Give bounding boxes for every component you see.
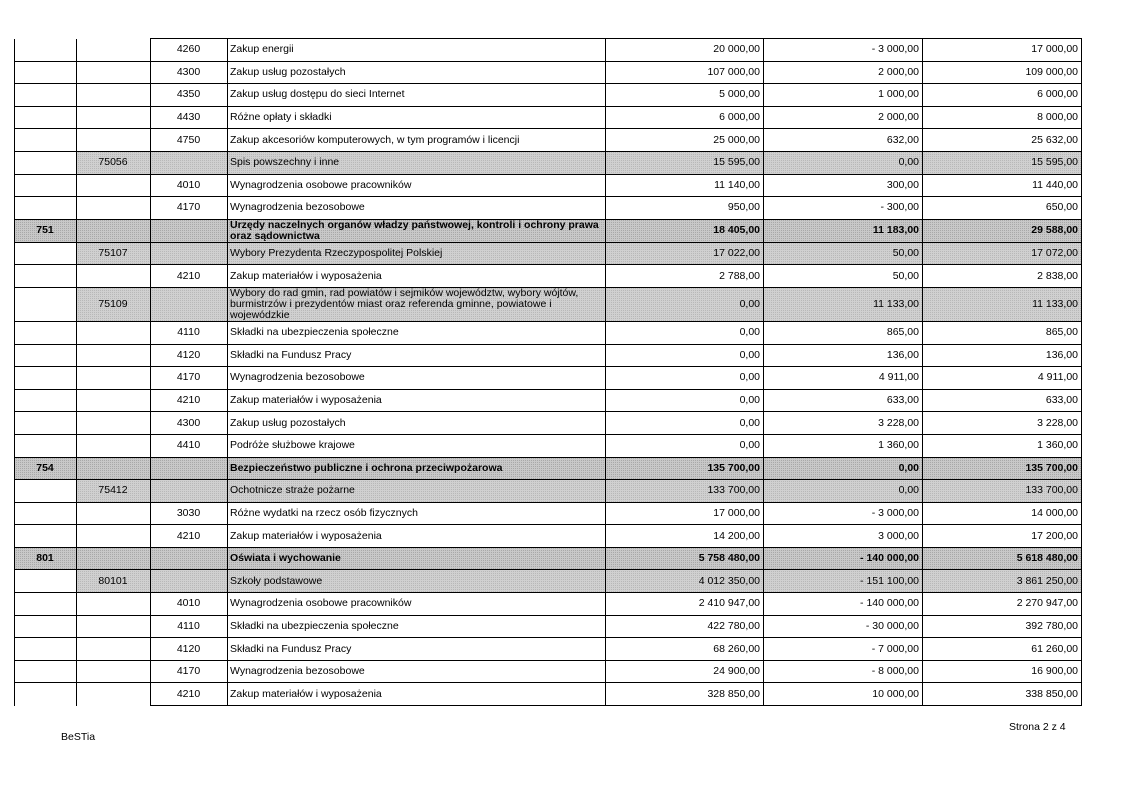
plan-after-cell: 25 632,00 <box>923 129 1082 152</box>
paragraf-code-cell: 4170 <box>151 367 228 390</box>
dzial-code-cell <box>15 412 77 435</box>
rozdzial-code-cell <box>77 593 151 616</box>
change-cell: - 140 000,00 <box>764 547 923 570</box>
plan-after-cell: 338 850,00 <box>923 683 1082 706</box>
description-cell: Wynagrodzenia osobowe pracowników <box>228 593 606 616</box>
rozdzial-code-cell <box>77 660 151 683</box>
rozdzial-code-cell <box>77 265 151 288</box>
rozdzial-code-cell <box>77 502 151 525</box>
description-cell: Urzędy naczelnych organów władzy państwowej, kontroli i ochrony prawa oraz sądownictwa <box>228 219 606 242</box>
dzial-code-cell <box>15 502 77 525</box>
change-cell: 1 360,00 <box>764 434 923 457</box>
change-cell: 10 000,00 <box>764 683 923 706</box>
dzial-code-cell <box>15 129 77 152</box>
plan-after-cell: 11 440,00 <box>923 174 1082 197</box>
plan-before-cell: 5 000,00 <box>606 84 764 107</box>
rozdzial-code-cell <box>77 367 151 390</box>
description-cell: Składki na ubezpieczenia społeczne <box>228 321 606 344</box>
paragraph-row <box>15 197 1082 220</box>
description-cell: Zakup usług pozostałych <box>228 61 606 84</box>
dzial-code-cell <box>15 525 77 548</box>
paragraph-row <box>15 434 1082 457</box>
change-cell: - 3 000,00 <box>764 39 923 62</box>
description-cell: Spis powszechny i inne <box>228 151 606 174</box>
dzial-code-cell <box>15 84 77 107</box>
plan-after-cell: 650,00 <box>923 197 1082 220</box>
plan-after-cell: 3 228,00 <box>923 412 1082 435</box>
plan-after-cell: 109 000,00 <box>923 61 1082 84</box>
paragraf-code-cell <box>151 242 228 265</box>
description-cell: Zakup akcesoriów komputerowych, w tym programów i licencji <box>228 129 606 152</box>
description-cell: Zakup usług dostępu do sieci Internet <box>228 84 606 107</box>
plan-before-cell: 422 780,00 <box>606 615 764 638</box>
paragraph-row <box>15 389 1082 412</box>
budget-table-body <box>15 39 1082 706</box>
paragraph-row <box>15 502 1082 525</box>
description-cell: Składki na Fundusz Pracy <box>228 638 606 661</box>
plan-before-cell: 0,00 <box>606 344 764 367</box>
plan-before-cell: 17 000,00 <box>606 502 764 525</box>
rozdzial-code-cell: 75056 <box>77 151 151 174</box>
change-cell: - 30 000,00 <box>764 615 923 638</box>
description-cell: Szkoły podstawowe <box>228 570 606 593</box>
paragraf-code-cell: 4010 <box>151 174 228 197</box>
description-cell: Różne opłaty i składki <box>228 106 606 129</box>
description-cell: Zakup materiałów i wyposażenia <box>228 525 606 548</box>
rozdzial-code-cell <box>77 61 151 84</box>
change-cell: 4 911,00 <box>764 367 923 390</box>
description-cell: Zakup materiałów i wyposażenia <box>228 265 606 288</box>
paragraf-code-cell: 4210 <box>151 525 228 548</box>
chapter-row <box>15 151 1082 174</box>
paragraf-code-cell <box>151 570 228 593</box>
dzial-code-cell <box>15 197 77 220</box>
plan-after-cell: 17 072,00 <box>923 242 1082 265</box>
paragraf-code-cell <box>151 480 228 503</box>
paragraf-code-cell <box>151 151 228 174</box>
change-cell: 3 228,00 <box>764 412 923 435</box>
dzial-code-cell <box>15 344 77 367</box>
change-cell: 0,00 <box>764 480 923 503</box>
plan-before-cell: 11 140,00 <box>606 174 764 197</box>
paragraf-code-cell: 4300 <box>151 412 228 435</box>
page-number: Strona 2 z 4 <box>1009 721 1066 733</box>
plan-before-cell: 0,00 <box>606 321 764 344</box>
change-cell: 632,00 <box>764 129 923 152</box>
description-cell: Zakup energii <box>228 39 606 62</box>
change-cell: 136,00 <box>764 344 923 367</box>
paragraph-row <box>15 129 1082 152</box>
paragraf-code-cell: 4430 <box>151 106 228 129</box>
dzial-code-cell <box>15 242 77 265</box>
dzial-code-cell <box>15 434 77 457</box>
plan-after-cell: 2 838,00 <box>923 265 1082 288</box>
plan-after-cell: 11 133,00 <box>923 287 1082 321</box>
paragraph-row <box>15 683 1082 706</box>
plan-before-cell: 0,00 <box>606 434 764 457</box>
description-cell: Wynagrodzenia bezosobowe <box>228 367 606 390</box>
plan-before-cell: 24 900,00 <box>606 660 764 683</box>
dzial-code-cell: 754 <box>15 457 77 480</box>
plan-before-cell: 133 700,00 <box>606 480 764 503</box>
plan-before-cell: 14 200,00 <box>606 525 764 548</box>
chapter-row <box>15 480 1082 503</box>
change-cell: 1 000,00 <box>764 84 923 107</box>
plan-before-cell: 107 000,00 <box>606 61 764 84</box>
rozdzial-code-cell <box>77 219 151 242</box>
rozdzial-code-cell <box>77 412 151 435</box>
plan-after-cell: 17 200,00 <box>923 525 1082 548</box>
plan-before-cell: 0,00 <box>606 389 764 412</box>
dzial-code-cell <box>15 367 77 390</box>
paragraf-code-cell: 4120 <box>151 638 228 661</box>
description-cell: Składki na Fundusz Pracy <box>228 344 606 367</box>
paragraph-row <box>15 321 1082 344</box>
rozdzial-code-cell <box>77 638 151 661</box>
paragraf-code-cell: 4120 <box>151 344 228 367</box>
plan-before-cell: 328 850,00 <box>606 683 764 706</box>
paragraph-row <box>15 593 1082 616</box>
paragraf-code-cell: 4750 <box>151 129 228 152</box>
rozdzial-code-cell <box>77 434 151 457</box>
plan-before-cell: 15 595,00 <box>606 151 764 174</box>
description-cell: Zakup materiałów i wyposażenia <box>228 389 606 412</box>
plan-after-cell: 15 595,00 <box>923 151 1082 174</box>
plan-after-cell: 633,00 <box>923 389 1082 412</box>
chapter-row <box>15 242 1082 265</box>
plan-before-cell: 25 000,00 <box>606 129 764 152</box>
rozdzial-code-cell <box>77 197 151 220</box>
dzial-code-cell: 751 <box>15 219 77 242</box>
paragraf-code-cell: 4210 <box>151 389 228 412</box>
rozdzial-code-cell <box>77 321 151 344</box>
rozdzial-code-cell <box>77 525 151 548</box>
rozdzial-code-cell <box>77 615 151 638</box>
dzial-code-cell <box>15 151 77 174</box>
paragraph-row <box>15 106 1082 129</box>
description-cell: Składki na ubezpieczenia społeczne <box>228 615 606 638</box>
plan-before-cell: 20 000,00 <box>606 39 764 62</box>
paragraph-row <box>15 412 1082 435</box>
rozdzial-code-cell <box>77 84 151 107</box>
description-cell: Wybory do rad gmin, rad powiatów i sejmików województw, wybory wójtów, burmistrzów i prezydentów miast oraz referenda gminne, powiatowe i wojewódzkie <box>228 287 606 321</box>
description-cell: Wynagrodzenia bezosobowe <box>228 660 606 683</box>
dzial-code-cell <box>15 638 77 661</box>
plan-before-cell: 2 788,00 <box>606 265 764 288</box>
rozdzial-code-cell <box>77 129 151 152</box>
paragraph-row <box>15 615 1082 638</box>
dzial-code-cell <box>15 683 77 706</box>
paragraph-row <box>15 39 1082 62</box>
plan-before-cell: 0,00 <box>606 367 764 390</box>
rozdzial-code-cell: 75109 <box>77 287 151 321</box>
budget-table <box>14 38 1082 706</box>
change-cell: 2 000,00 <box>764 61 923 84</box>
plan-after-cell: 3 861 250,00 <box>923 570 1082 593</box>
description-cell: Zakup usług pozostałych <box>228 412 606 435</box>
change-cell: - 7 000,00 <box>764 638 923 661</box>
change-cell: 11 133,00 <box>764 287 923 321</box>
plan-after-cell: 133 700,00 <box>923 480 1082 503</box>
description-cell: Oświata i wychowanie <box>228 547 606 570</box>
change-cell: - 151 100,00 <box>764 570 923 593</box>
paragraf-code-cell: 4350 <box>151 84 228 107</box>
rozdzial-code-cell <box>77 389 151 412</box>
dzial-code-cell <box>15 174 77 197</box>
paragraph-row <box>15 265 1082 288</box>
rozdzial-code-cell <box>77 683 151 706</box>
description-cell: Bezpieczeństwo publiczne i ochrona przeciwpożarowa <box>228 457 606 480</box>
change-cell: 0,00 <box>764 151 923 174</box>
paragraf-code-cell: 4110 <box>151 615 228 638</box>
description-cell: Zakup materiałów i wyposażenia <box>228 683 606 706</box>
section-row <box>15 547 1082 570</box>
paragraf-code-cell: 4410 <box>151 434 228 457</box>
plan-before-cell: 68 260,00 <box>606 638 764 661</box>
dzial-code-cell <box>15 570 77 593</box>
paragraf-code-cell <box>151 457 228 480</box>
rozdzial-code-cell <box>77 39 151 62</box>
paragraph-row <box>15 638 1082 661</box>
plan-after-cell: 6 000,00 <box>923 84 1082 107</box>
description-cell: Ochotnicze straże pożarne <box>228 480 606 503</box>
chapter-row <box>15 287 1082 321</box>
paragraf-code-cell: 4260 <box>151 39 228 62</box>
rozdzial-code-cell: 75107 <box>77 242 151 265</box>
chapter-row <box>15 570 1082 593</box>
description-cell: Różne wydatki na rzecz osób fizycznych <box>228 502 606 525</box>
description-cell: Wynagrodzenia bezosobowe <box>228 197 606 220</box>
paragraf-code-cell <box>151 287 228 321</box>
dzial-code-cell <box>15 39 77 62</box>
paragraph-row <box>15 84 1082 107</box>
section-row <box>15 457 1082 480</box>
paragraf-code-cell: 4110 <box>151 321 228 344</box>
rozdzial-code-cell <box>77 457 151 480</box>
paragraf-code-cell: 3030 <box>151 502 228 525</box>
description-cell: Wybory Prezydenta Rzeczypospolitej Polskiej <box>228 242 606 265</box>
paragraph-row <box>15 367 1082 390</box>
plan-after-cell: 4 911,00 <box>923 367 1082 390</box>
rozdzial-code-cell: 75412 <box>77 480 151 503</box>
plan-after-cell: 29 588,00 <box>923 219 1082 242</box>
paragraph-row <box>15 344 1082 367</box>
plan-after-cell: 865,00 <box>923 321 1082 344</box>
plan-before-cell: 5 758 480,00 <box>606 547 764 570</box>
change-cell: - 8 000,00 <box>764 660 923 683</box>
description-cell: Wynagrodzenia osobowe pracowników <box>228 174 606 197</box>
paragraf-code-cell: 4210 <box>151 683 228 706</box>
plan-after-cell: 61 260,00 <box>923 638 1082 661</box>
paragraph-row <box>15 525 1082 548</box>
rozdzial-code-cell <box>77 344 151 367</box>
dzial-code-cell <box>15 660 77 683</box>
plan-after-cell: 135 700,00 <box>923 457 1082 480</box>
plan-before-cell: 4 012 350,00 <box>606 570 764 593</box>
plan-after-cell: 5 618 480,00 <box>923 547 1082 570</box>
dzial-code-cell <box>15 480 77 503</box>
paragraf-code-cell <box>151 547 228 570</box>
description-cell: Podróże służbowe krajowe <box>228 434 606 457</box>
plan-before-cell: 950,00 <box>606 197 764 220</box>
change-cell: 633,00 <box>764 389 923 412</box>
dzial-code-cell <box>15 287 77 321</box>
change-cell: - 140 000,00 <box>764 593 923 616</box>
rozdzial-code-cell <box>77 106 151 129</box>
change-cell: 3 000,00 <box>764 525 923 548</box>
change-cell: 300,00 <box>764 174 923 197</box>
plan-after-cell: 8 000,00 <box>923 106 1082 129</box>
change-cell: - 3 000,00 <box>764 502 923 525</box>
footer-app-name: BeSTia <box>61 731 96 743</box>
paragraf-code-cell: 4170 <box>151 197 228 220</box>
change-cell: 865,00 <box>764 321 923 344</box>
paragraf-code-cell: 4210 <box>151 265 228 288</box>
plan-before-cell: 6 000,00 <box>606 106 764 129</box>
plan-after-cell: 1 360,00 <box>923 434 1082 457</box>
paragraf-code-cell: 4170 <box>151 660 228 683</box>
plan-after-cell: 136,00 <box>923 344 1082 367</box>
section-row <box>15 219 1082 242</box>
dzial-code-cell <box>15 61 77 84</box>
plan-before-cell: 2 410 947,00 <box>606 593 764 616</box>
paragraph-row <box>15 660 1082 683</box>
change-cell: 50,00 <box>764 242 923 265</box>
dzial-code-cell: 801 <box>15 547 77 570</box>
rozdzial-code-cell <box>77 547 151 570</box>
dzial-code-cell <box>15 593 77 616</box>
change-cell: 0,00 <box>764 457 923 480</box>
plan-before-cell: 0,00 <box>606 412 764 435</box>
plan-before-cell: 0,00 <box>606 287 764 321</box>
change-cell: 2 000,00 <box>764 106 923 129</box>
plan-before-cell: 18 405,00 <box>606 219 764 242</box>
plan-after-cell: 14 000,00 <box>923 502 1082 525</box>
paragraph-row <box>15 61 1082 84</box>
paragraf-code-cell <box>151 219 228 242</box>
plan-after-cell: 2 270 947,00 <box>923 593 1082 616</box>
change-cell: 50,00 <box>764 265 923 288</box>
plan-after-cell: 17 000,00 <box>923 39 1082 62</box>
paragraf-code-cell: 4300 <box>151 61 228 84</box>
change-cell: 11 183,00 <box>764 219 923 242</box>
paragraph-row <box>15 174 1082 197</box>
plan-after-cell: 16 900,00 <box>923 660 1082 683</box>
dzial-code-cell <box>15 106 77 129</box>
plan-before-cell: 135 700,00 <box>606 457 764 480</box>
rozdzial-code-cell <box>77 174 151 197</box>
plan-after-cell: 392 780,00 <box>923 615 1082 638</box>
dzial-code-cell <box>15 615 77 638</box>
change-cell: - 300,00 <box>764 197 923 220</box>
dzial-code-cell <box>15 265 77 288</box>
dzial-code-cell <box>15 321 77 344</box>
dzial-code-cell <box>15 389 77 412</box>
paragraf-code-cell: 4010 <box>151 593 228 616</box>
plan-before-cell: 17 022,00 <box>606 242 764 265</box>
rozdzial-code-cell: 80101 <box>77 570 151 593</box>
